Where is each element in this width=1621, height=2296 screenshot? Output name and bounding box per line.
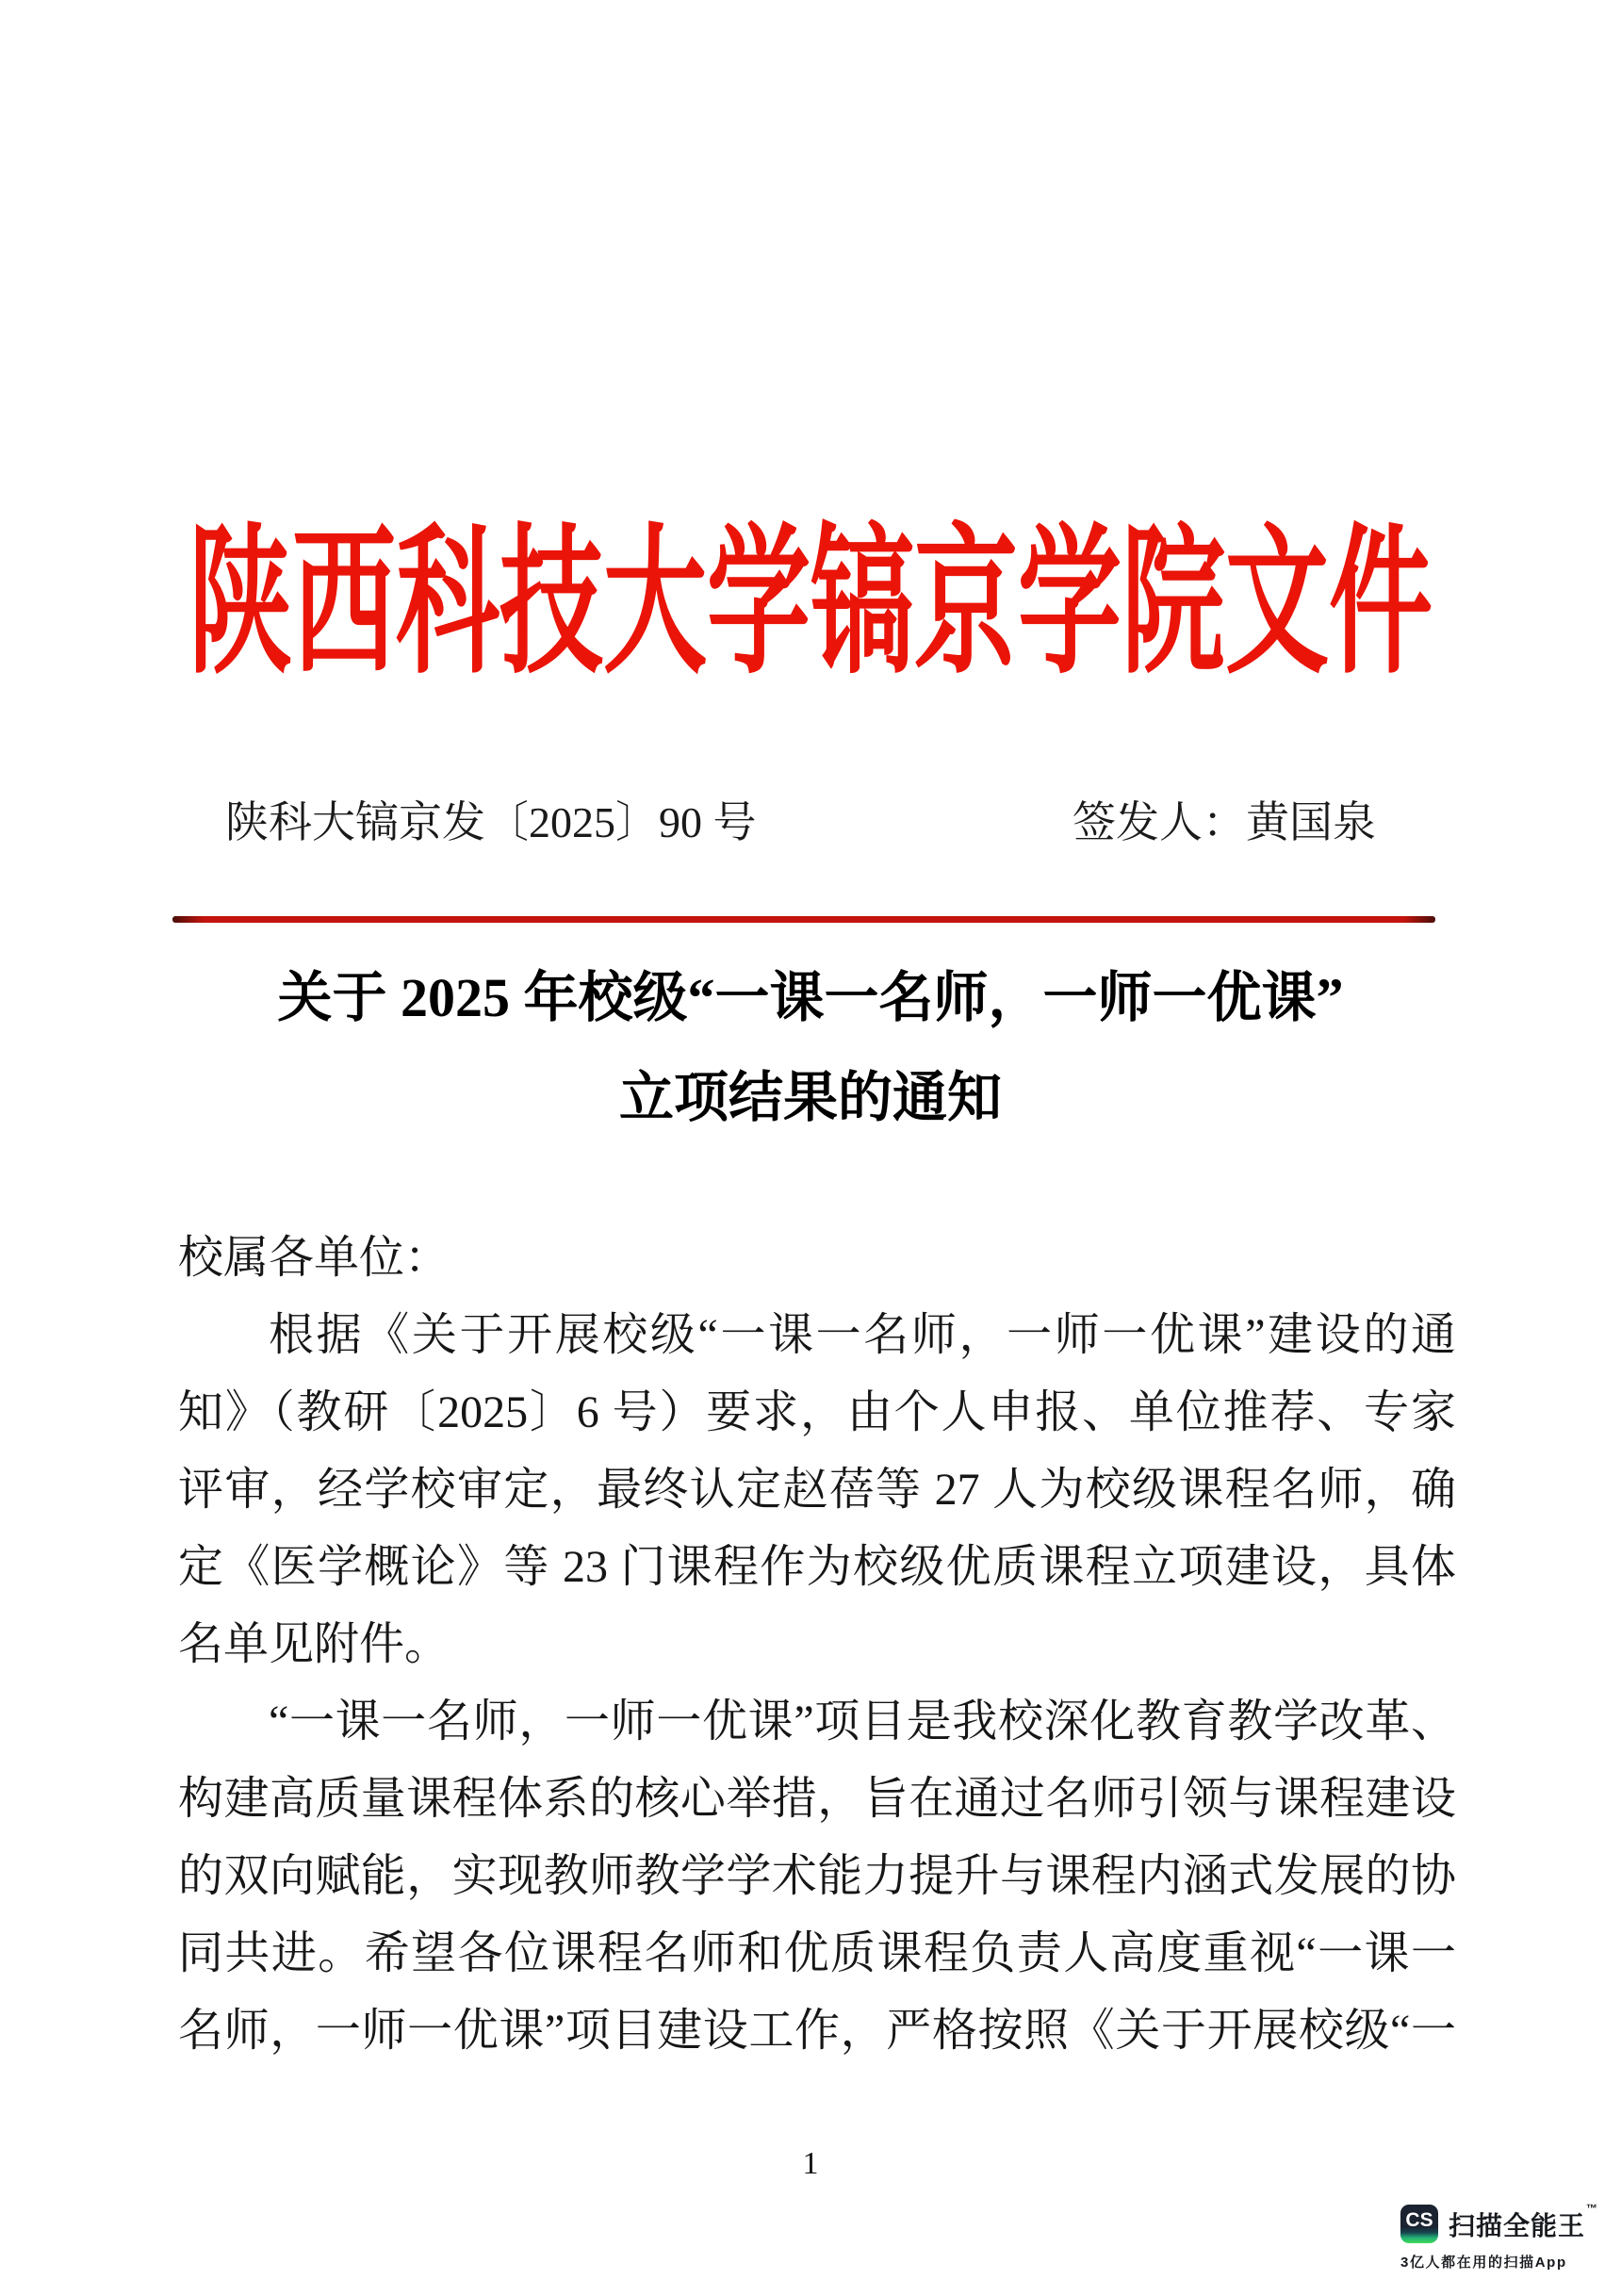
watermark-app-name-text: 扫描全能王 xyxy=(1449,2210,1586,2240)
red-divider-line xyxy=(172,916,1435,923)
camscanner-watermark xyxy=(1400,2201,1599,2271)
body-line: 评审，经学校审定，最终认定赵蓓等 27 人为校级课程名师，确 xyxy=(178,1465,1456,1515)
body-line-salutation: 校属各单位： xyxy=(178,1233,450,1283)
watermark-app-name xyxy=(1449,2201,1599,2243)
doc-meta-row xyxy=(225,797,1376,848)
body-line: 同共进。希望各位课程名师和优质课程负责人高度重视“一课一 xyxy=(178,1928,1456,1978)
body-line: 定《医学概论》等 23 门课程作为校级优质课程立项建设，具体 xyxy=(178,1542,1456,1592)
body-line: 知》（教研〔2025〕6 号）要求，由个人申报、单位推荐、专家 xyxy=(178,1387,1456,1437)
document-title-line2: 立项结果的通知 xyxy=(618,1067,1002,1128)
camscanner-icon-label: CS xyxy=(1405,2209,1433,2231)
body-line: 的双向赋能，实现教师教学学术能力提升与课程内涵式发展的协 xyxy=(178,1851,1456,1901)
institution-title: 陕西科技大学镐京学院文件 xyxy=(188,514,1433,694)
body-line: 根据《关于开展校级“一课一名师，一师一优课”建设的通 xyxy=(269,1310,1456,1360)
issuer-name: 签发人：黄国泉 xyxy=(1072,798,1376,846)
body-line: 构建高质量课程体系的核心举措，旨在通过名师引领与课程建设 xyxy=(178,1774,1456,1824)
trademark-symbol: ™ xyxy=(1586,2201,1599,2215)
watermark-logo-row xyxy=(1400,2201,1599,2243)
body-line: “一课一名师，一师一优课”项目是我校深化教育教学改革、 xyxy=(269,1697,1456,1747)
document-title-line1: 关于 2025 年校级“一课一名师，一师一优课” xyxy=(277,967,1344,1028)
page-number: 1 xyxy=(802,2146,819,2181)
doc-number: 陕科大镐京发〔2025〕90 号 xyxy=(225,798,757,846)
document-body xyxy=(178,1220,1456,2070)
body-line: 名单见附件。 xyxy=(178,1619,450,1669)
body-line: 名师，一师一优课”项目建设工作，严格按照《关于开展校级“一 xyxy=(178,2006,1456,2056)
camscanner-icon xyxy=(1400,2205,1438,2243)
watermark-tagline: 3亿人都在用的扫描App xyxy=(1400,2255,1567,2271)
document-title xyxy=(0,948,1621,1148)
red-header-banner xyxy=(0,509,1621,694)
